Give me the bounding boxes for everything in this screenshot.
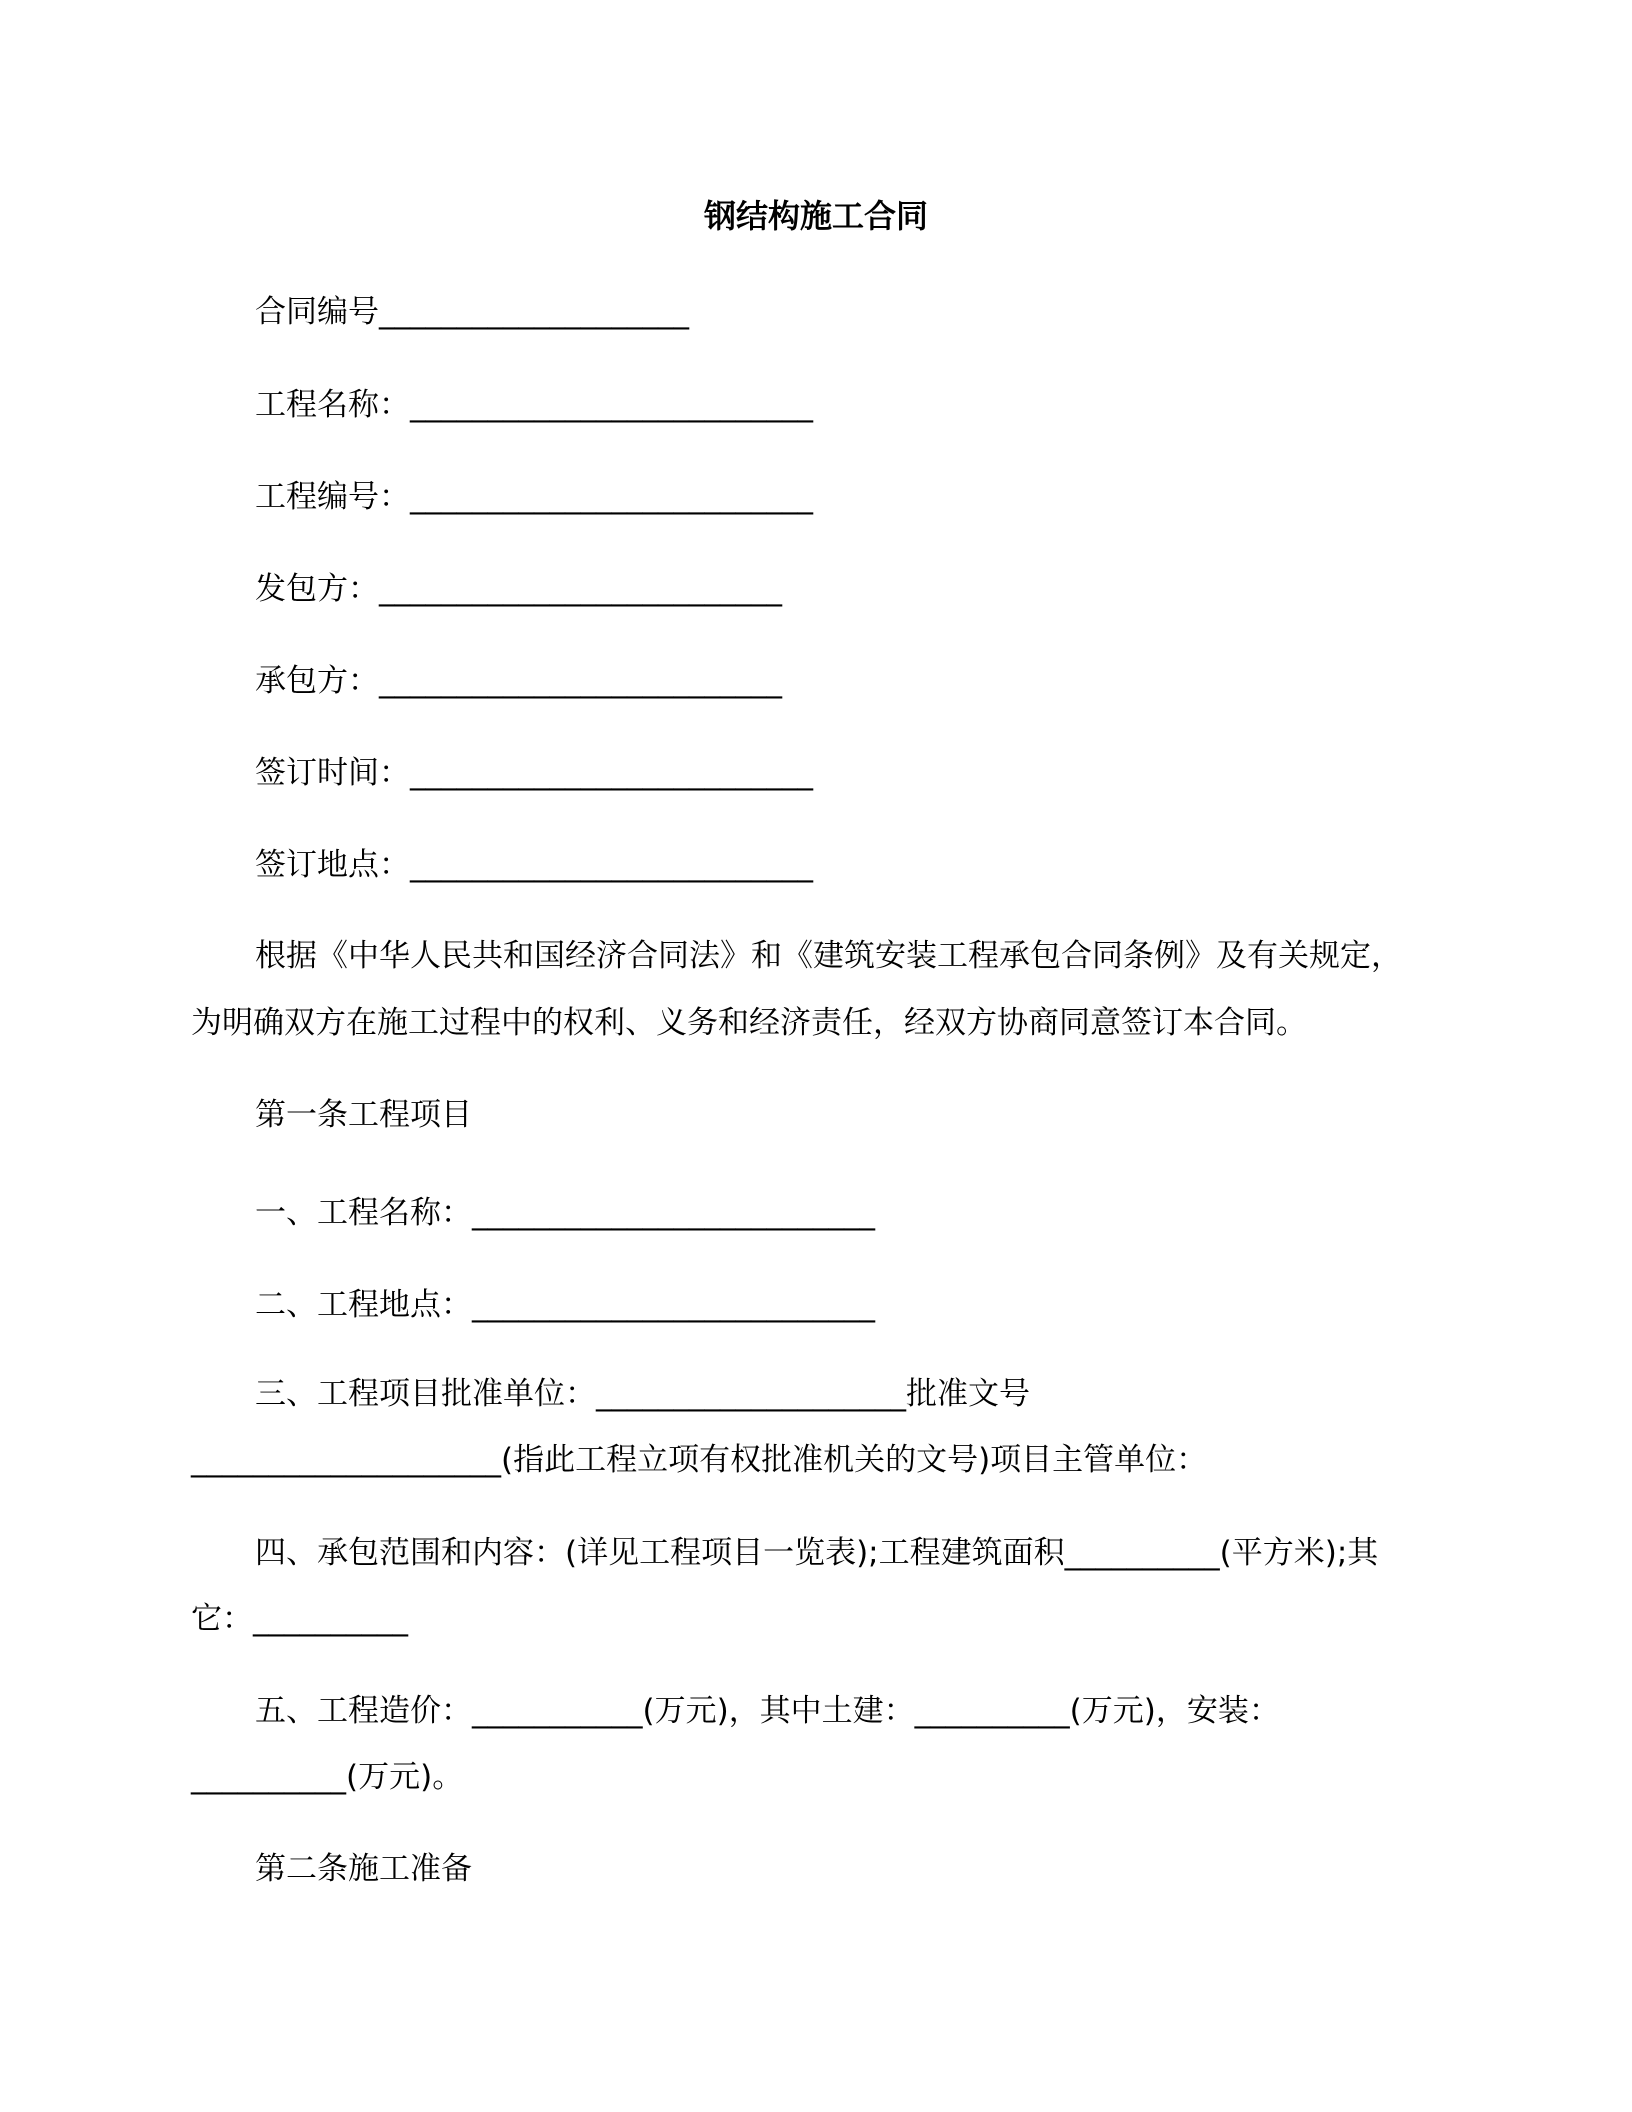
article-1-item-4-line-2: 它：__________ — [191, 1601, 408, 1637]
article-1-item-5-line-2: __________(万元)。 — [191, 1759, 464, 1795]
article-1-item-5-line-1: 五、工程造价：___________(万元)，其中土建：__________(万元)，安装： — [255, 1693, 1280, 1729]
sign-time-field: 签订时间：__________________________ — [255, 755, 813, 791]
preamble-line-1: 根据《中华人民共和国经济合同法》和《建筑安装工程承包合同条例》及有关规定， — [255, 938, 1402, 974]
article-1-item-1: 一、工程名称：__________________________ — [255, 1195, 875, 1231]
article-1-item-2: 二、工程地点：__________________________ — [255, 1287, 875, 1323]
contract-number-field: 合同编号____________________ — [255, 294, 689, 330]
project-name-field: 工程名称：__________________________ — [255, 387, 813, 423]
contractor-field: 承包方：__________________________ — [255, 663, 782, 699]
sign-place-field: 签订地点：__________________________ — [255, 847, 813, 883]
employer-field: 发包方：__________________________ — [255, 571, 782, 607]
article-2-heading: 第二条施工准备 — [255, 1851, 472, 1887]
document-title: 钢结构施工合同 — [703, 197, 928, 235]
article-1-item-3-line-1: 三、工程项目批准单位：____________________批准文号 — [255, 1376, 1030, 1412]
project-number-field: 工程编号：__________________________ — [255, 479, 813, 515]
article-1-item-4-line-1: 四、承包范围和内容：(详见工程项目一览表);工程建筑面积__________(平方米);其 — [255, 1535, 1379, 1571]
article-1-heading: 第一条工程项目 — [255, 1097, 472, 1133]
preamble-line-2: 为明确双方在施工过程中的权利、义务和经济责任，经双方协商同意签订本合同。 — [191, 1005, 1307, 1041]
article-1-item-3-line-2: ____________________(指此工程立项有权批准机关的文号)项目主管单位： — [191, 1442, 1208, 1478]
